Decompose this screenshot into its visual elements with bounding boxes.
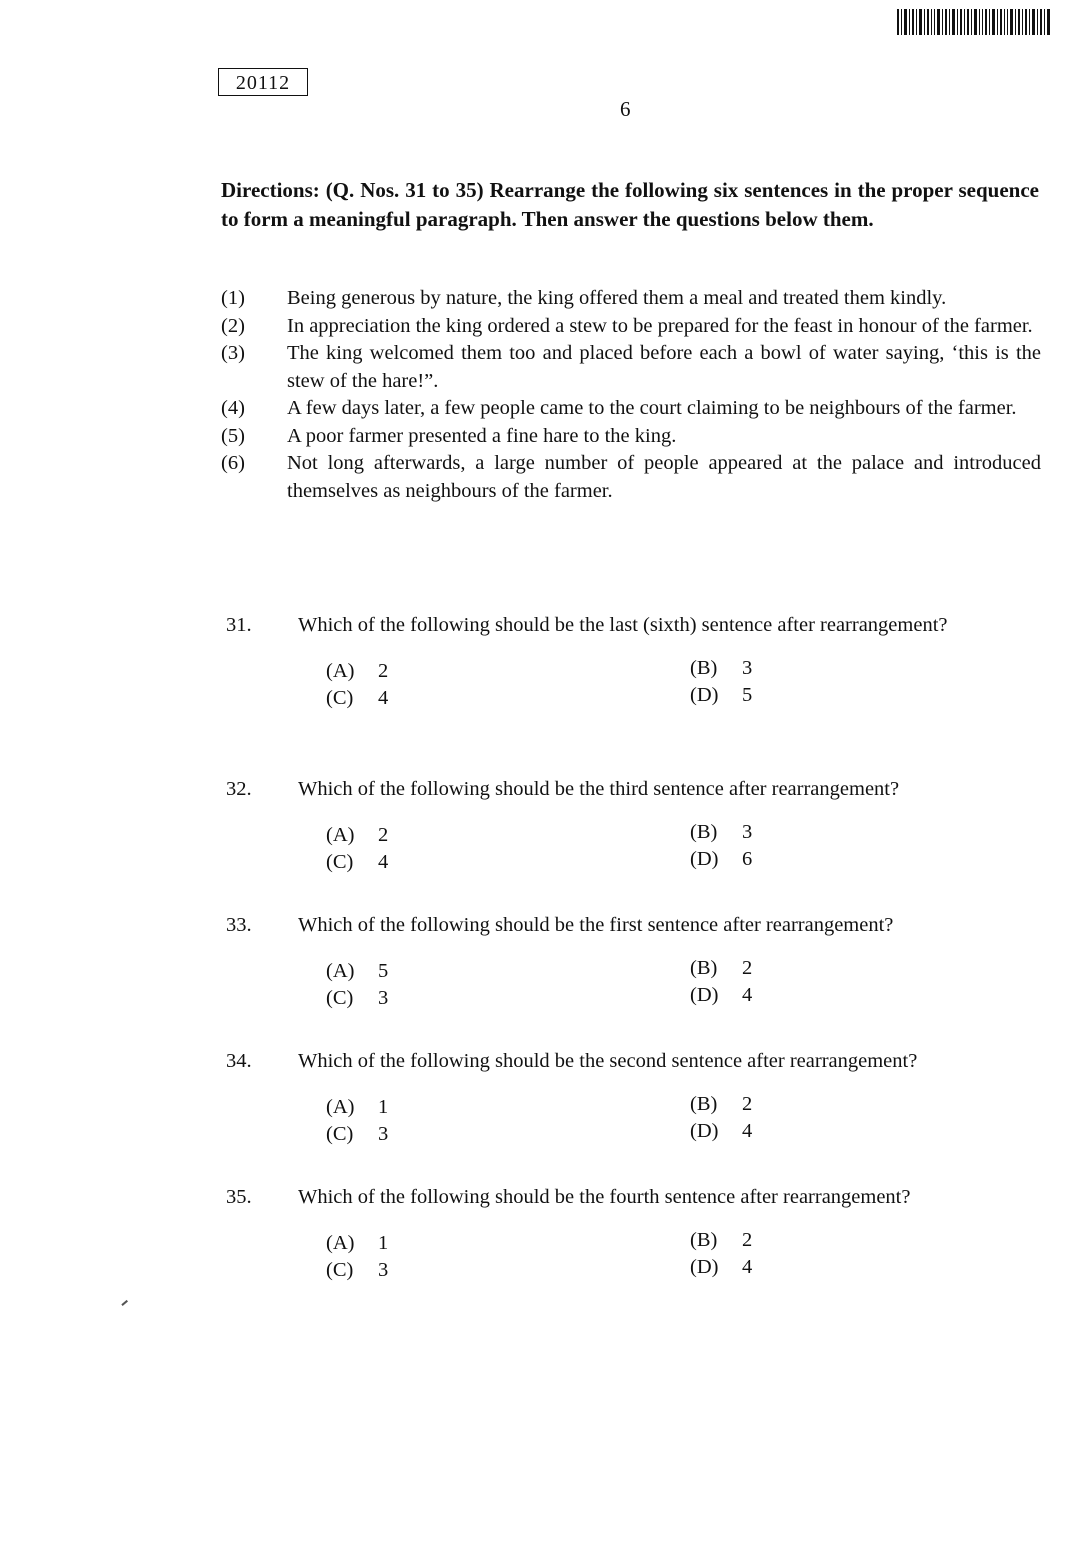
sentence-number: (5) [221,424,245,447]
sentence-item [221,423,1041,451]
sentence-text: A poor farmer presented a fine hare to the king. [287,424,677,447]
option-b[interactable]: (B) 3 [690,657,753,679]
option-b[interactable]: (B) 3 [690,821,753,843]
paper-code-box: 20112 [218,68,308,96]
option-c[interactable]: (C) 3 [326,1123,389,1145]
question-31 [226,611,1044,718]
option-group [226,658,1044,718]
sentence-item [221,313,1041,341]
option-d[interactable]: (D) 6 [690,848,753,870]
option-a[interactable]: (A) 5 [326,960,389,982]
question-34 [226,1047,1044,1154]
question-number: 32. [226,778,252,800]
page-number: 6 [620,97,631,121]
question-33 [226,911,1044,1018]
question-text: Which of the following should be the last (sixth) sentence after rearrangement? [298,614,948,636]
option-b[interactable]: (B) 2 [690,1229,753,1251]
option-b[interactable]: (B) 2 [690,957,753,979]
question-number: 34. [226,1050,252,1072]
question-number: 31. [226,614,252,636]
option-a[interactable]: (A) 1 [326,1096,389,1118]
directions: Directions: (Q. Nos. 31 to 35) Rearrange the following six sentences in the proper sequence to form a meaningful paragraph. Then answer the questions below them. [221,178,1039,231]
option-d[interactable]: (D) 4 [690,1120,753,1142]
sentence-number: (1) [221,287,245,309]
sentence-number: (2) [221,314,245,337]
sentence-item [221,450,1041,505]
option-group [226,822,1044,882]
option-group [226,1094,1044,1154]
option-d[interactable]: (D) 5 [690,684,753,706]
sentence-list [221,285,1041,505]
option-a[interactable]: (A) 2 [326,824,389,846]
sentence-item [221,285,1041,313]
sentence-text: Not long afterwards, a large number of people appeared at the palace and introduced themselves as neighbours of the farmer. [287,452,1041,502]
option-group [226,1230,1044,1290]
sentence-item [221,340,1041,395]
sentence-text: In appreciation the king ordered a stew to be prepared for the feast in honour of the farmer. [287,314,1033,337]
sentence-text: Being generous by nature, the king offered them a meal and treated them kindly. [287,287,947,309]
question-text: Which of the following should be the third sentence after rearrangement? [298,778,900,800]
option-a[interactable]: (A) 2 [326,660,389,682]
sentence-item [221,395,1041,423]
option-d[interactable]: (D) 4 [690,1256,753,1278]
barcode-icon [897,9,1051,35]
option-c[interactable]: (C) 3 [326,1259,389,1281]
option-d[interactable]: (D) 4 [690,984,753,1006]
question-text: Which of the following should be the second sentence after rearrangement? [298,1050,918,1072]
question-text: Which of the following should be the first sentence after rearrangement? [298,914,894,936]
sentence-text: A few days later, a few people came to the court claiming to be neighbours of the farmer. [287,397,1017,419]
question-32 [226,775,1044,882]
sentence-number: (6) [221,452,245,474]
sentence-number: (4) [221,397,245,419]
sentence-number: (3) [221,342,245,364]
option-c[interactable]: (C) 4 [326,851,389,873]
option-c[interactable]: (C) 4 [326,687,389,709]
sentence-text: The king welcomed them too and placed before each a bowl of water saying, ‘this is the stew of the hare!”. [287,342,1041,392]
question-35 [226,1183,1044,1290]
stray-mark [121,1300,127,1306]
question-text: Which of the following should be the fourth sentence after rearrangement? [298,1186,911,1208]
option-c[interactable]: (C) 3 [326,987,389,1009]
option-b[interactable]: (B) 2 [690,1093,753,1115]
question-number: 33. [226,914,252,936]
option-group [226,958,1044,1018]
question-number: 35. [226,1186,252,1208]
option-a[interactable]: (A) 1 [326,1232,389,1254]
